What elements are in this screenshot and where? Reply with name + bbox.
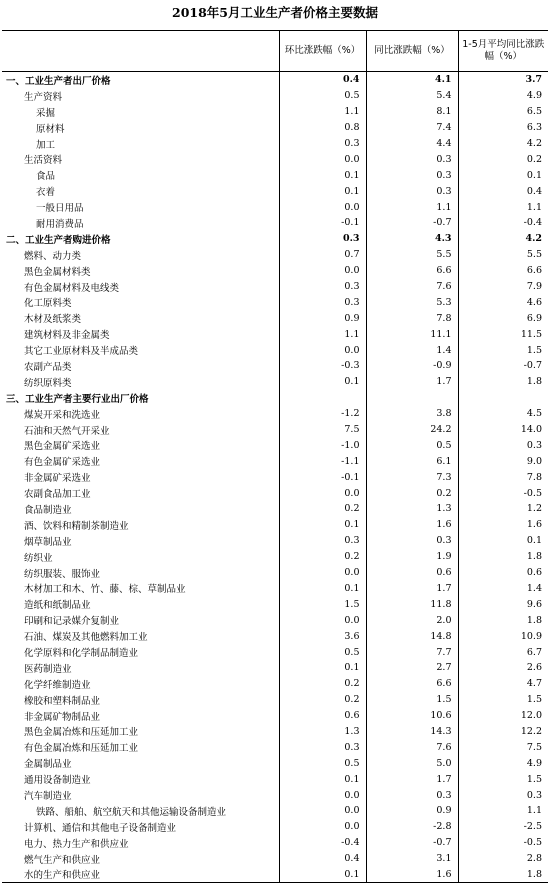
avg-value: 1.4	[458, 581, 548, 597]
yoy-value: 7.8	[366, 310, 458, 326]
row-label: 纺织业	[24, 552, 53, 564]
yoy-value: 5.5	[366, 247, 458, 263]
mom-value: 0.2	[279, 676, 366, 692]
avg-value: 12.2	[458, 724, 548, 740]
row-label: 燃料、动力类	[24, 250, 82, 262]
header-label-column	[2, 31, 279, 72]
avg-value: 1.6	[458, 517, 548, 533]
row-label: 农副食品加工业	[24, 489, 91, 501]
row-label: 一般日用品	[36, 203, 84, 215]
row-label: 非金属矿物制品业	[24, 711, 101, 723]
header-mom-column: 环比涨跌幅（%）	[279, 31, 366, 72]
mom-value: 0.1	[279, 581, 366, 597]
yoy-value: 0.3	[366, 787, 458, 803]
mom-value: 0.1	[279, 771, 366, 787]
mom-value: 0.9	[279, 310, 366, 326]
row-label: 纺织服装、服饰业	[24, 568, 101, 580]
row-label: 耐用消费品	[36, 218, 84, 230]
mom-value: 0.0	[279, 565, 366, 581]
table-row	[2, 406, 548, 422]
mom-value: 0.5	[279, 644, 366, 660]
yoy-value: 4.4	[366, 136, 458, 152]
avg-value: 1.1	[458, 803, 548, 819]
row-label: 有色金属矿采选业	[24, 457, 101, 469]
table-row	[2, 167, 548, 183]
avg-value: 5.5	[458, 247, 548, 263]
row-label: 食品制造业	[24, 504, 72, 516]
mom-value: 0.4	[279, 72, 366, 88]
row-label: 橡胶和塑料制品业	[24, 695, 101, 707]
row-label: 医药制造业	[24, 663, 72, 675]
row-label: 农副产品类	[24, 361, 72, 373]
avg-value: -2.5	[458, 819, 548, 835]
mom-value: 7.5	[279, 422, 366, 438]
row-label: 黑色金属材料类	[24, 266, 91, 278]
avg-value: 2.6	[458, 660, 548, 676]
table-row	[2, 263, 548, 279]
mom-value: 0.2	[279, 692, 366, 708]
avg-value: 0.3	[458, 787, 548, 803]
table-header-row	[2, 31, 548, 72]
mom-value: 0.1	[279, 167, 366, 183]
yoy-value: 4.3	[366, 231, 458, 247]
table-row	[2, 485, 548, 501]
yoy-value: 0.9	[366, 803, 458, 819]
avg-value: 12.0	[458, 708, 548, 724]
row-label: 一、工业生产者出厂价格	[6, 75, 111, 87]
table-body	[2, 72, 548, 883]
row-label: 黑色金属矿采选业	[24, 441, 101, 453]
table-row	[2, 88, 548, 104]
avg-value: 0.4	[458, 183, 548, 199]
yoy-value: 7.3	[366, 469, 458, 485]
row-label: 水的生产和供应业	[2, 867, 279, 883]
mom-value: 0.0	[279, 263, 366, 279]
mom-value: -0.3	[279, 358, 366, 374]
table-row	[2, 374, 548, 390]
row-label: 计算机、通信和其他电子设备制造业	[24, 822, 177, 834]
table-row	[2, 739, 548, 755]
avg-value: 0.2	[458, 151, 548, 167]
avg-value: 7.8	[458, 469, 548, 485]
avg-value: 2.8	[458, 851, 548, 867]
header-avg-column: 1-5月平均同比涨跌幅（%）	[458, 31, 548, 72]
avg-value: 0.1	[458, 167, 548, 183]
row-label: 生产资料	[24, 91, 63, 103]
yoy-value: -0.9	[366, 358, 458, 374]
mom-value: 0.3	[279, 136, 366, 152]
header-yoy-column: 同比涨跌幅（%）	[366, 31, 458, 72]
mom-value: 0.7	[279, 247, 366, 263]
table-row	[2, 151, 548, 167]
yoy-value: 7.6	[366, 279, 458, 295]
table-row	[2, 294, 548, 310]
yoy-value: 2.0	[366, 612, 458, 628]
avg-value: -0.4	[458, 215, 548, 231]
yoy-value: 0.3	[366, 167, 458, 183]
mom-value: -1.2	[279, 406, 366, 422]
mom-value: 0.0	[279, 612, 366, 628]
yoy-value: 2.7	[366, 660, 458, 676]
mom-value: 0.0	[279, 787, 366, 803]
yoy-value: 5.4	[366, 88, 458, 104]
row-label: 生活资料	[24, 155, 63, 167]
row-label: 汽车制造业	[24, 791, 72, 803]
yoy-value: 1.7	[366, 581, 458, 597]
table-row	[2, 835, 548, 851]
avg-value: 6.6	[458, 263, 548, 279]
mom-value: -0.1	[279, 215, 366, 231]
mom-value: 1.1	[279, 104, 366, 120]
table-row	[2, 708, 548, 724]
mom-value: -0.1	[279, 469, 366, 485]
table-row	[2, 183, 548, 199]
table-row	[2, 422, 548, 438]
mom-value: 0.1	[279, 183, 366, 199]
mom-value: 0.4	[279, 851, 366, 867]
avg-value	[458, 390, 548, 406]
row-label: 有色金属材料及电线类	[24, 282, 120, 294]
avg-value: -0.5	[458, 485, 548, 501]
avg-value: -0.7	[458, 358, 548, 374]
mom-value: 0.3	[279, 533, 366, 549]
mom-value: 1.5	[279, 596, 366, 612]
yoy-value: 1.7	[366, 771, 458, 787]
mom-value: 0.0	[279, 803, 366, 819]
row-label: 金属制品业	[24, 759, 72, 771]
avg-value: 3.7	[458, 72, 548, 88]
yoy-value: 0.5	[366, 437, 458, 453]
row-label: 食品	[36, 171, 56, 183]
table-row	[2, 437, 548, 453]
mom-value: 0.3	[279, 231, 366, 247]
mom-value: 1.3	[279, 724, 366, 740]
table-row	[2, 660, 548, 676]
row-label: 燃气生产和供应业	[24, 854, 101, 866]
yoy-value: 1.9	[366, 549, 458, 565]
avg-value: 4.9	[458, 88, 548, 104]
mom-value	[279, 390, 366, 406]
table-row	[2, 469, 548, 485]
yoy-value	[366, 390, 458, 406]
avg-value: 4.2	[458, 136, 548, 152]
mom-value: 0.0	[279, 151, 366, 167]
yoy-value: 6.1	[366, 453, 458, 469]
avg-value: 4.7	[458, 676, 548, 692]
mom-value: 0.3	[279, 279, 366, 295]
table-row	[2, 199, 548, 215]
table-row	[2, 581, 548, 597]
yoy-value: 7.6	[366, 739, 458, 755]
row-label: 煤炭开采和洗选业	[24, 409, 101, 421]
mom-value: 1.1	[279, 326, 366, 342]
mom-value: 0.2	[279, 549, 366, 565]
mom-value: 0.0	[279, 199, 366, 215]
mom-value: 0.8	[279, 120, 366, 136]
yoy-value: 6.6	[366, 263, 458, 279]
avg-value: 14.0	[458, 422, 548, 438]
yoy-value: 6.6	[366, 676, 458, 692]
yoy-value: -0.7	[366, 215, 458, 231]
row-label: 通用设备制造业	[24, 775, 91, 787]
row-label: 化工原料类	[24, 298, 72, 310]
avg-value: 7.5	[458, 739, 548, 755]
yoy-value: 1.4	[366, 342, 458, 358]
avg-value: 1.1	[458, 199, 548, 215]
yoy-value: 5.3	[366, 294, 458, 310]
table-row	[2, 565, 548, 581]
table-row	[2, 533, 548, 549]
avg-value: 6.5	[458, 104, 548, 120]
row-label: 黑色金属冶炼和压延加工业	[24, 727, 139, 739]
table-row	[2, 390, 548, 406]
row-label: 电力、热力生产和供应业	[24, 838, 129, 850]
yoy-value: 7.7	[366, 644, 458, 660]
yoy-value: 0.2	[366, 485, 458, 501]
price-data-table	[2, 30, 548, 883]
avg-value: 9.0	[458, 453, 548, 469]
avg-value: 1.8	[458, 374, 548, 390]
table-row	[2, 549, 548, 565]
mom-value: 0.0	[279, 342, 366, 358]
row-label: 铁路、船舶、航空航天和其他运输设备制造业	[36, 806, 227, 818]
row-label: 原材料	[36, 123, 65, 135]
table-row	[2, 724, 548, 740]
row-label: 二、工业生产者购进价格	[6, 234, 111, 246]
row-label: 酒、饮料和精制茶制造业	[24, 520, 129, 532]
mom-value: 0.2	[279, 501, 366, 517]
row-label: 木材加工和木、竹、藤、棕、草制品业	[24, 584, 186, 596]
yoy-value: 1.6	[366, 867, 458, 883]
table-row	[2, 787, 548, 803]
row-label: 其它工业原材料及半成品类	[24, 346, 139, 358]
avg-value: 6.9	[458, 310, 548, 326]
yoy-value: 11.1	[366, 326, 458, 342]
avg-value: 4.9	[458, 755, 548, 771]
row-label: 印刷和记录媒介复制业	[24, 616, 120, 628]
avg-value: -0.5	[458, 835, 548, 851]
yoy-value: 3.8	[366, 406, 458, 422]
avg-value: 1.2	[458, 501, 548, 517]
table-row	[2, 676, 548, 692]
mom-value: 0.1	[279, 517, 366, 533]
row-label: 有色金属冶炼和压延加工业	[24, 743, 139, 755]
row-label: 衣着	[36, 187, 56, 199]
row-label: 化学纤维制造业	[24, 679, 91, 691]
table-row	[2, 136, 548, 152]
avg-value: 10.9	[458, 628, 548, 644]
table-row	[2, 358, 548, 374]
mom-value: 0.5	[279, 88, 366, 104]
table-row	[2, 771, 548, 787]
yoy-value: 8.1	[366, 104, 458, 120]
mom-value: -0.4	[279, 835, 366, 851]
mom-value: 0.3	[279, 739, 366, 755]
table-row	[2, 231, 548, 247]
row-label: 化学原料和化学制品制造业	[24, 648, 139, 659]
mom-value: 0.1	[279, 867, 366, 883]
table-row	[2, 517, 548, 533]
row-label: 石油、煤炭及其他燃料加工业	[24, 632, 148, 644]
yoy-value: 0.3	[366, 151, 458, 167]
table-row	[2, 215, 548, 231]
yoy-value: 24.2	[366, 422, 458, 438]
avg-value: 1.5	[458, 342, 548, 358]
mom-value: 0.6	[279, 708, 366, 724]
mom-value: 0.0	[279, 485, 366, 501]
avg-value: 4.6	[458, 294, 548, 310]
yoy-value: 1.1	[366, 199, 458, 215]
avg-value: 1.8	[458, 612, 548, 628]
yoy-value: 0.3	[366, 183, 458, 199]
avg-value: 0.3	[458, 437, 548, 453]
yoy-value: 0.3	[366, 533, 458, 549]
table-row	[2, 326, 548, 342]
yoy-value: 3.1	[366, 851, 458, 867]
avg-value: 6.3	[458, 120, 548, 136]
table-row	[2, 755, 548, 771]
avg-value: 9.6	[458, 596, 548, 612]
table-row	[2, 310, 548, 326]
row-label: 纺织原料类	[24, 377, 72, 389]
avg-value: 11.5	[458, 326, 548, 342]
table-row	[2, 342, 548, 358]
yoy-value: 10.6	[366, 708, 458, 724]
yoy-value: 4.1	[366, 72, 458, 88]
row-label: 造纸和纸制品业	[24, 600, 91, 612]
table-row	[2, 644, 548, 660]
row-label: 加工	[36, 139, 56, 151]
row-label: 烟草制品业	[24, 536, 72, 548]
avg-value: 1.5	[458, 771, 548, 787]
mom-value: -1.1	[279, 453, 366, 469]
table-row	[2, 612, 548, 628]
yoy-value: 1.7	[366, 374, 458, 390]
yoy-value: 14.8	[366, 628, 458, 644]
yoy-value: 1.5	[366, 692, 458, 708]
table-row	[2, 803, 548, 819]
table-row	[2, 247, 548, 263]
avg-value: 1.8	[458, 867, 548, 883]
row-label: 三、工业生产者主要行业出厂价格	[6, 393, 149, 405]
avg-value: 4.5	[458, 406, 548, 422]
table-row	[2, 628, 548, 644]
mom-value: 0.1	[279, 374, 366, 390]
table-row	[2, 819, 548, 835]
table-row	[2, 279, 548, 295]
table-row	[2, 851, 548, 867]
avg-value: 0.1	[458, 533, 548, 549]
avg-value: 1.8	[458, 549, 548, 565]
table-row	[2, 501, 548, 517]
avg-value: 1.5	[458, 692, 548, 708]
mom-value: 0.3	[279, 294, 366, 310]
row-label: 木材及纸浆类	[24, 314, 82, 326]
yoy-value: 7.4	[366, 120, 458, 136]
table-row	[2, 72, 548, 88]
yoy-value: 11.8	[366, 596, 458, 612]
yoy-value: 1.6	[366, 517, 458, 533]
table-row	[2, 120, 548, 136]
table-row	[2, 692, 548, 708]
mom-value: 0.0	[279, 819, 366, 835]
yoy-value: -0.7	[366, 835, 458, 851]
yoy-value: 0.6	[366, 565, 458, 581]
mom-value: -1.0	[279, 437, 366, 453]
yoy-value: 14.3	[366, 724, 458, 740]
avg-value: 4.2	[458, 231, 548, 247]
avg-value: 0.6	[458, 565, 548, 581]
row-label: 石油和天然气开采业	[24, 425, 110, 437]
yoy-value: 5.0	[366, 755, 458, 771]
mom-value: 3.6	[279, 628, 366, 644]
yoy-value: 1.3	[366, 501, 458, 517]
avg-value: 7.9	[458, 279, 548, 295]
row-label: 建筑材料及非金属类	[24, 330, 110, 342]
table-row	[2, 867, 548, 883]
yoy-value: -2.8	[366, 819, 458, 835]
mom-value: 0.1	[279, 660, 366, 676]
row-label: 非金属矿采选业	[24, 473, 91, 485]
table-row	[2, 453, 548, 469]
table-row	[2, 596, 548, 612]
row-label: 采掘	[36, 107, 56, 119]
page-title: 2018年5月工业生产者价格主要数据	[172, 5, 378, 20]
table-row	[2, 104, 548, 120]
avg-value: 6.7	[458, 644, 548, 660]
mom-value: 0.5	[279, 755, 366, 771]
